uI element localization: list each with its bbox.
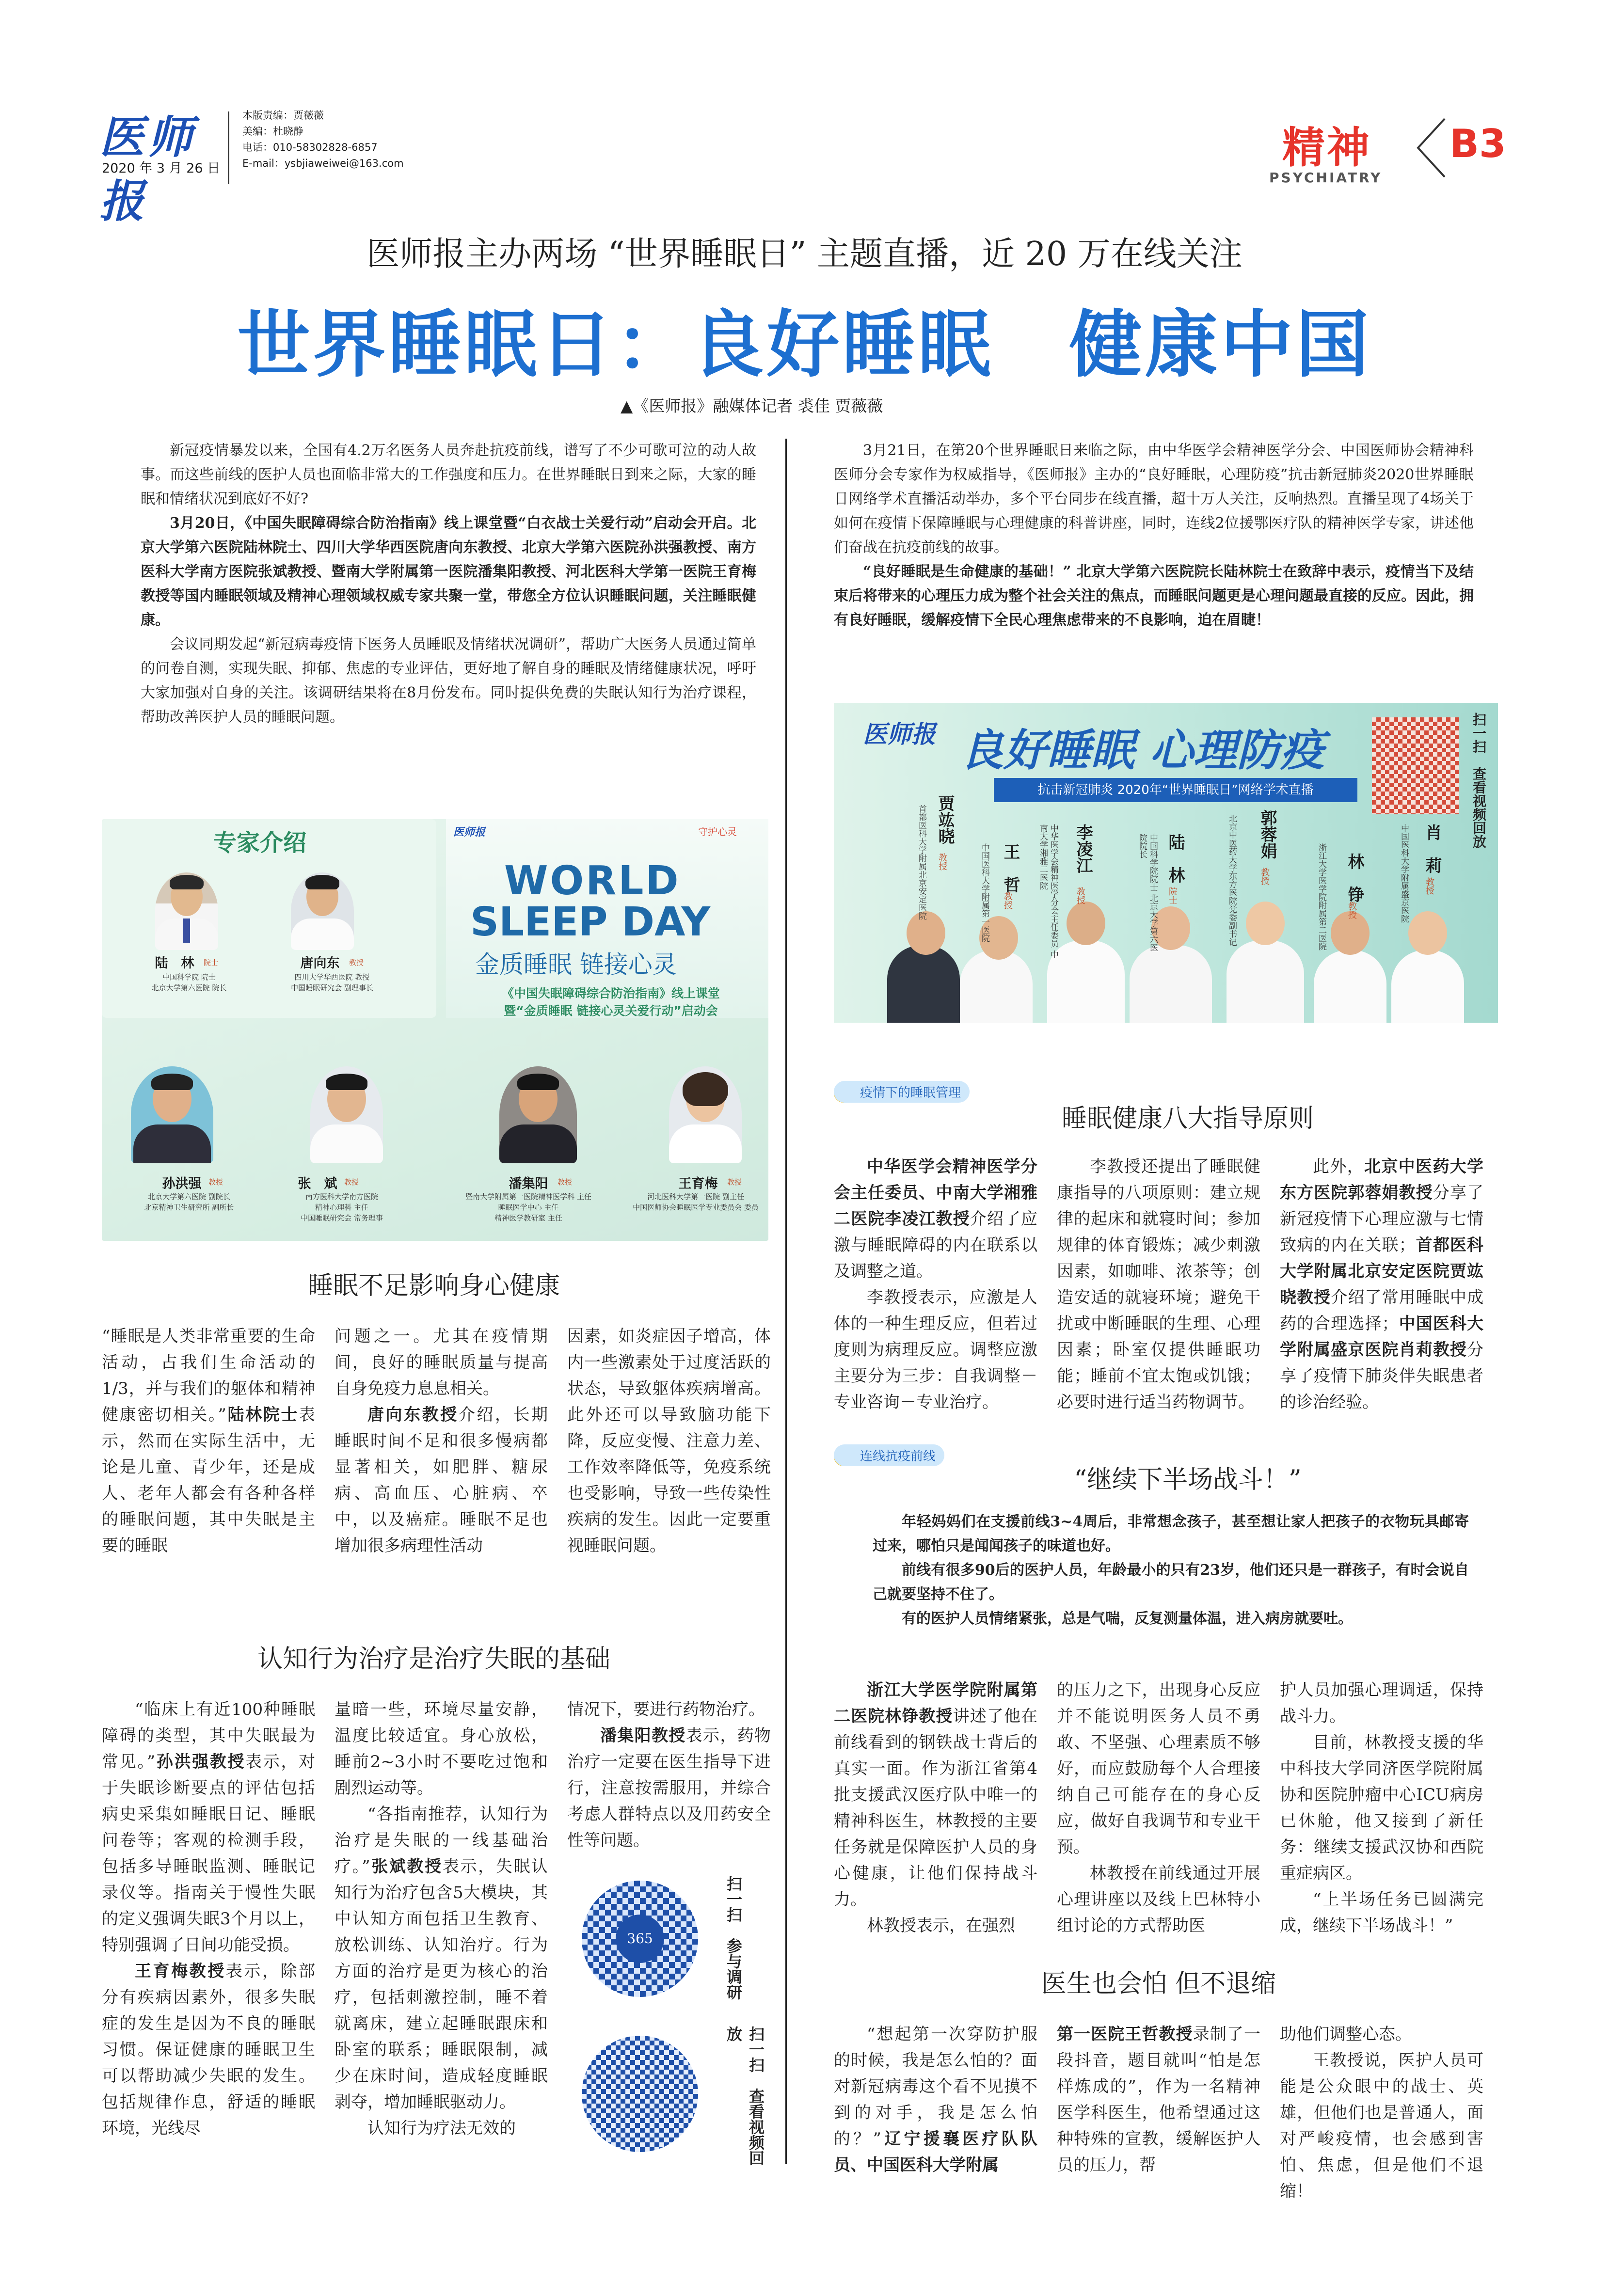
avatar	[499, 1066, 577, 1163]
editor-info	[242, 108, 404, 172]
issue-date: 2020 年 3 月 26 日	[102, 161, 221, 176]
expert-title: 教授	[558, 1178, 573, 1187]
expert-name: 陆 林	[155, 956, 194, 971]
promo-person-title: 教授	[1259, 868, 1270, 885]
avatar	[291, 872, 354, 950]
article-column	[1057, 1154, 1260, 1415]
lead-left	[141, 439, 756, 729]
promo-person-org: 中国医科大学附属第一医院	[980, 843, 989, 942]
body-text: 李教授表示，应激是人体的一种生理反应，但若过度则为病理反应。调整应激主要分为三步：自我调整－专业咨询－专业治疗。	[834, 1288, 1037, 1412]
article-column	[834, 1677, 1037, 1939]
body-text: 介绍了常用睡眠中成药的合理选择；	[1280, 1288, 1484, 1333]
qr-caption: 扫一扫 查看视频回放	[724, 2026, 765, 2166]
subheadline: 医师报主办两场 “世界睡眠日” 主题直播，近 20 万在线关注	[366, 235, 1243, 273]
promo-person-title: 教授	[1347, 902, 1357, 919]
promo-person-name: 贾竑晓	[935, 795, 955, 844]
body-text: “上半场任务已圆满完成，继续下半场战斗！”	[1280, 1890, 1483, 1935]
byline: ▲《医师报》融媒体记者 裘佳 贾薇薇	[621, 396, 883, 415]
article-column	[102, 1696, 315, 2141]
body-text: 表示，除部分有疾病因素外，很多失眠症的发生是因为不良的睡眠习惯。保证健康的睡眠卫生可以帮助减少失眠的发生。包括规律作息，舒适的睡眠环境，光线尽	[102, 1962, 316, 2138]
expert-org: 南方医科大学南方医院 精神心理科 主任 中国睡眠研究会 常务理事	[301, 1192, 383, 1222]
article-column	[567, 1696, 771, 1853]
article-column	[1280, 1677, 1483, 1939]
expert-panel-title: 专家介绍	[213, 829, 307, 856]
front-intro	[873, 1510, 1469, 1631]
lead-paragraph: 前线有很多90后的医护人员，年龄最小的只有23岁，他们还只是一群孩子，有时会说自己就要坚持不住了。	[873, 1562, 1469, 1603]
lead-paragraph: 3月21日，在第20个世界睡眠日来临之际，由中华医学会精神医学分会、中国医师协会精神科医师分会专家作为权威指导，《医师报》主办的“良好睡眠，心理防疫”抗击新冠肺炎2020世界睡眠日网络学术直播活动举办，多个平台同步在线直播，超十万人关注，反响热烈。直播呈现了4场关于如何在疫情下保障睡眠与心理健康的科普讲座，同时，连线2位援鄂医疗队的精神医学专家，讲述他们奋战在抗疫前线的故事。	[834, 442, 1474, 556]
poster-caption: 暨“金质睡眠 链接心灵关爱行动”启动会	[504, 1004, 718, 1018]
page-number: B3	[1450, 121, 1506, 166]
body-text: 介绍，长期睡眠时间不足和很多慢病都显著相关，如肥胖、糖尿病、高血压、心脏病、卒中，以及癌症。睡眠不足也增加很多病理性活动	[335, 1405, 548, 1555]
body-text: 因素，如炎症因子增高，体内一些激素处于过度活跃的状态，导致躯体疾病增高。此外还可以导致脑功能下降，反应变慢、注意力差、工作效率降低等，免疫系统也受影响，导致一些传染性疾病的发生。因此一定要重视睡眠问题。	[567, 1327, 771, 1555]
lead-paragraph: 3月20日，《中国失眠障碍综合防治指南》线上课堂暨“白衣战士关爱行动”启动会开启。北京大学第六医院陆林院士、四川大学华西医院唐向东教授、北京大学第六医院孙洪强教授、南方医科大学南方医院张斌教授、暨南大学附属第一医院潘集阳教授、河北医科大学第一医院王育梅教授等国内睡眠领域及精神心理领域权威专家共聚一堂，带您全方位认识睡眠问题，关注睡眠健康。	[141, 515, 756, 629]
body-text: 表示，失眠认知行为治疗包含5大模块，其中认知方面包括卫生教育、放松训练、认知治疗。行为方面的治疗是更为核心的治疗，包括刺激控制，睡不着就离床，建立起睡眠跟床和卧室的联系；睡眠限制，减少在床时间，造成轻度睡眠剥夺，增加睡眠驱动力。	[335, 1857, 548, 2112]
article-column	[335, 1323, 548, 1559]
topic-tag: 连线抗疫前线	[834, 1444, 944, 1466]
body-text: 护人员加强心理调适，保持战斗力。	[1280, 1680, 1483, 1726]
article-column	[1280, 1154, 1483, 1415]
body-text	[335, 1801, 548, 2115]
masthead-logo: 医师报	[99, 111, 197, 227]
promo-person-name: 李凌江	[1073, 824, 1093, 873]
expert-name-inline: 唐向东教授	[367, 1405, 459, 1425]
section-title: “继续下半场战斗！”	[1074, 1465, 1302, 1494]
body-text: 林教授表示，在强烈	[867, 1916, 1015, 1935]
body-text: 的压力之下，出现身心反应并不能说明医务人员不勇敢、不坚强、心理素质不够好，而应鼓励每个人合理接纳自己可能存在的身心反应，做好自我调节和专业干预。	[1057, 1680, 1260, 1857]
body-text	[834, 1677, 1037, 1913]
promo-person-title: 教授	[937, 853, 947, 871]
expert-title: 教授	[349, 958, 364, 967]
section-title: 认知行为治疗是治疗失眠的基础	[257, 1645, 610, 1674]
topic-tag: 疫情下的睡眠管理	[834, 1081, 970, 1103]
avatar	[155, 872, 218, 950]
body-text	[102, 1958, 315, 2141]
expert-name: 孙洪强	[162, 1176, 202, 1191]
editor-line: E-mail：ysbjiaweiwei@163.com	[242, 158, 404, 169]
qr-badge: 365	[616, 1915, 664, 1963]
masthead-divider	[228, 111, 229, 184]
promo-person-name: 林 铮	[1345, 853, 1364, 903]
expert-name-inline: 孙洪强教授	[155, 1752, 246, 1772]
body-text: 录制了一段抖音，题目就叫“怕是怎样炼成的”，作为一名精神医学科医生，他希望通过这种特殊的宣教，缓解医护人员的压力，帮	[1057, 2025, 1261, 2175]
body-text: “想起第一次穿防护服的时候，我是怎么怕的？面对新冠病毒这个看不见摸不到的对手，我是怎么怕的？”	[834, 2025, 1037, 2149]
promo-person-org: 浙江大学医学院附属第二医院	[1317, 843, 1326, 950]
promo-person-title: 教授	[1003, 892, 1013, 909]
body-text: “各指南推荐，认知行为治疗是失眠的一线基础治疗。”	[335, 1805, 548, 1876]
poster-tag: 守护心灵	[698, 826, 737, 838]
body-text: 林教授在前线通过开展心理讲座以及线上巴林特小组讨论的方式帮助医	[1057, 1864, 1260, 1935]
expert-name: 唐向东	[300, 956, 340, 971]
lead-paragraph: “良好睡眠是生命健康的基础！” 北京大学第六医院院长陆林院士在致辞中表示，疫情当下及结束后将带来的心理压力成为整个社会关注的焦点，而睡眠问题更是心理问题最直接的反应。因此，拥有良好睡眠，缓解疫情下全民心理焦虑带来的不良影响，迫在眉睫！	[834, 563, 1474, 629]
promo-person-org: 首都医科大学附属北京安定医院	[917, 805, 926, 920]
lead-paragraph: 有的医护人员情绪紧张，总是气喘，反复测量体温，进入病房就要吐。	[902, 1610, 1353, 1627]
lead-paragraph: 年轻妈妈们在支援前线3~4周后，非常想念孩子，甚至想让家人把孩子的衣物玩具邮寄过来，哪怕只是闻闻孩子的味道也好。	[873, 1513, 1469, 1554]
poster-slogan: 金质睡眠 链接心灵	[475, 950, 677, 979]
editor-line: 本版责编：贾薇薇	[242, 110, 324, 121]
expert-name-inline: 陆林院士	[226, 1405, 299, 1425]
section-title: 医生也会怕 但不退缩	[1041, 1969, 1276, 1998]
column-divider	[785, 439, 787, 2164]
expert-name-inline: 潘集阳教授	[600, 1726, 686, 1745]
expert-name-inline: 第一医院王哲教授	[1057, 2025, 1193, 2044]
lead-paragraph: 新冠疫情暴发以来，全国有4.2万名医务人员奔赴抗疫前线，谱写了不少可歌可泣的动人故事。而这些前线的医护人员也面临非常大的工作强度和压力。在世界睡眠日到来之际，大家的睡眠和情绪状况到底好不好?	[141, 442, 756, 507]
expert-org: 北京大学第六医院 副院长 北京精神卫生研究所 副所长	[144, 1192, 234, 1212]
expert-name: 王育梅	[678, 1176, 718, 1191]
expert-title: 教授	[344, 1178, 359, 1187]
expert-name-inline: 浙江大学医学院附属第二医院林铮教授	[834, 1680, 1037, 1726]
body-text: 表示，药物治疗一定要在医生指导下进行，注意按需服用，并综合考虑人群特点以及用药安全性等问题。	[567, 1726, 771, 1850]
body-text: 分享了新冠疫情下心理应激与七情致病的内在关联；	[1280, 1183, 1484, 1255]
qr-caption: 扫一扫 查看视频回放	[1471, 713, 1487, 848]
article-column	[567, 1323, 771, 1559]
promo-person-title: 教授	[1075, 887, 1085, 904]
section-title: 睡眠不足影响身心健康	[307, 1271, 560, 1300]
lead-paragraph: 会议同期发起“新冠病毒疫情下医务人员睡眠及情绪状况调研”，帮助广大医务人员通过简单的问卷自测，实现失眠、抑郁、焦虑的专业评估，更好地了解自身的睡眠及情绪健康状况，呼吁大家加强对自身的关注。该调研结果将在8月份发布。同时提供免费的失眠认知行为治疗课程，帮助改善医护人员的睡眠问题。	[141, 636, 756, 726]
qr-code[interactable]	[1372, 717, 1459, 814]
poster-title-line2: SLEEP DAY	[470, 899, 711, 945]
body-text: 介绍了应激与睡眠障碍的内在联系以及调整之道。	[834, 1209, 1038, 1281]
chevron-left-icon	[1411, 116, 1454, 179]
promo-person-org: 中国科学院院士 北京大学第六医院院长	[1137, 834, 1158, 952]
article-column	[1057, 2021, 1260, 2178]
body-text: 情况下，要进行药物治疗。	[567, 1700, 765, 1719]
body-text: 讲述了他在前线看到的钢铁战士背后的真实一面。作为浙江省第4批支援武汉医疗队中唯一的精神科医生，林教授的主要任务就是保障医护人员的身心健康，让他们保持战斗力。	[834, 1707, 1038, 1909]
article-column	[834, 2021, 1037, 2178]
body-text: 李教授还提出了睡眠健康指导的八项原则：建立规律的起床和就寝时间；参加规律的体育锻炼；减少刺激因素，如咖啡、浓茶等；创造安适的就寝环境；避免干扰或中断睡眠的生理、心理因素；卧室仅提供睡眠功能；睡前不宜太饱或饥饿；必要时进行适当药物调节。	[1057, 1157, 1260, 1412]
avatar	[669, 1066, 742, 1163]
expert-title: 教授	[727, 1178, 742, 1187]
expert-org: 河北医科大学第一医院 副主任 中国医师协会睡眠医学专业委员会 委员	[633, 1192, 759, 1212]
article-column	[834, 1154, 1037, 1415]
qr-caption: 扫一扫 参与调研	[724, 1876, 743, 2000]
promo-person-name: 王 哲	[1001, 843, 1020, 893]
lead-right	[834, 439, 1474, 633]
expert-name-inline: 中国医科大学附属盛京医院肖莉教授	[1280, 1314, 1484, 1360]
promo-person-title: 教授	[1424, 877, 1434, 895]
promo-person-org: 中华医学会精神医学分会主任委员 中南大学湘雅二医院	[1038, 824, 1058, 959]
body-text: 王教授说，医护人员可能是公众眼中的战士、英雄，但他们也是普通人，面对严峻疫情，也会感到害怕、焦虑，但是他们不退缩！	[1280, 2051, 1483, 2201]
body-text: 分享了疫情下肺炎伴失眠患者的诊治经验。	[1280, 1340, 1483, 1412]
article-column	[1057, 1677, 1260, 1939]
expert-title: 教授	[208, 1178, 223, 1187]
body-text: 认知行为疗法无效的	[367, 2119, 516, 2138]
section-name: 精神	[1282, 123, 1372, 173]
body-text: 表示，对于失眠诊断要点的评估包括病史采集如睡眠日记、睡眠问卷等；客观的检测手段，包括多导睡眠监测、睡眠记录仪等。指南关于慢性失眠的定义强调失眠3个月以上，特别强调了日间功能受损。	[102, 1752, 316, 1955]
body-text: 此外，	[1313, 1157, 1364, 1176]
promo-title: 良好睡眠 心理防疫	[960, 725, 1324, 776]
expert-title: 院士	[204, 958, 219, 967]
expert-name-inline: 中华医学会精神医学分会主任委员、中南大学湘雅二医院李凌江教授	[834, 1157, 1037, 1229]
body-text	[335, 1402, 548, 1559]
body-text	[102, 1696, 315, 1958]
article-column	[335, 1696, 548, 2141]
body-text	[834, 2021, 1037, 2178]
expert-org: 暨南大学附属第一医院精神医学科 主任 睡眠医学中心 主任 精神医学教研室 主任	[465, 1192, 591, 1222]
expert-name-inline: 北京中医药大学东方医院郭蓉娟教授	[1280, 1157, 1483, 1203]
body-text: 表示，然而在实际生活中，无论是儿童、青少年，还是成人、老年人都会有各种各样的睡眠问题，其中失眠是主要的睡眠	[102, 1405, 315, 1555]
body-text: 助他们调整心态。	[1280, 2025, 1412, 2044]
editor-line: 电话：010-58302828-6857	[242, 142, 378, 153]
expert-name: 张 斌	[298, 1176, 337, 1191]
section-title: 睡眠健康八大指导原则	[1061, 1104, 1314, 1133]
body-text: “临床上有近100种睡眠障碍的类型，其中失眠最为常见。”	[102, 1700, 315, 1772]
poster-caption: 《中国失眠障碍综合防治指南》线上课堂	[501, 986, 720, 1000]
body-text	[1057, 2021, 1260, 2178]
promo-person-org: 北京中医药大学东方医院党委副书记	[1227, 814, 1237, 946]
section-name-en: PSYCHIATRY	[1269, 170, 1383, 186]
promo-person-title: 院士	[1167, 887, 1178, 904]
main-headline: 世界睡眠日：良好睡眠 健康中国	[237, 303, 1372, 387]
poster-logo: 医师报	[453, 826, 486, 839]
body-text	[567, 1723, 771, 1853]
body-text: 问题之一。尤其在疫情期间，良好的睡眠质量与提高自身免疫力息息相关。	[335, 1327, 548, 1398]
avatar	[310, 1066, 383, 1163]
body-text	[834, 1154, 1037, 1284]
promo-people-group	[887, 931, 1464, 1023]
promo-logo: 医师报	[863, 720, 936, 748]
promo-person-name: 肖 莉	[1422, 824, 1442, 873]
article-column	[102, 1323, 315, 1559]
expert-name-inline: 首都医科大学附属北京安定医院贾竑晓教授	[1280, 1235, 1484, 1307]
expert-name-inline: 王育梅教授	[135, 1962, 226, 1981]
expert-name-inline: 张斌教授	[370, 1857, 443, 1876]
promo-person-name: 陆 林	[1165, 834, 1185, 883]
expert-name: 潘集阳	[509, 1176, 548, 1191]
body-text: 量暗一些，环境尽量安静，温度比较适宜。身心放松，睡前2~3小时不要吃过饱和剧烈运动等。	[335, 1700, 548, 1798]
promo-subtitle: 抗击新冠肺炎 2020年“世界睡眠日”网络学术直播	[994, 778, 1357, 802]
article-column	[1280, 2021, 1483, 2204]
body-text: “睡眠是人类非常重要的生命活动，占我们生命活动的1/3，并与我们的躯体和精神健康密切相关。”	[102, 1327, 315, 1425]
promo-person-org: 中国医科大学附属盛京医院	[1399, 824, 1409, 923]
expert-org: 中国科学院 院士 北京大学第六医院 院长	[151, 973, 227, 992]
qr-code[interactable]	[582, 2036, 698, 2152]
avatar	[131, 1066, 213, 1163]
expert-name-inline: 辽宁援襄医疗队队员、中国医科大学附属	[834, 2129, 1037, 2175]
body-text	[1280, 1154, 1483, 1415]
editor-line: 美编：杜晓静	[242, 126, 303, 137]
promo-person-name: 郭蓉娟	[1258, 809, 1277, 859]
poster-title-line1: WORLD	[504, 858, 681, 904]
expert-org: 四川大学华西医院 教授 中国睡眠研究会 副理事长	[291, 973, 373, 992]
body-text: 目前，林教授支援的华中科技大学同济医学院附属协和医院肿瘤中心ICU病房已休舱，他又接到了新任务：继续支援武汉协和西院重症病区。	[1280, 1733, 1483, 1883]
